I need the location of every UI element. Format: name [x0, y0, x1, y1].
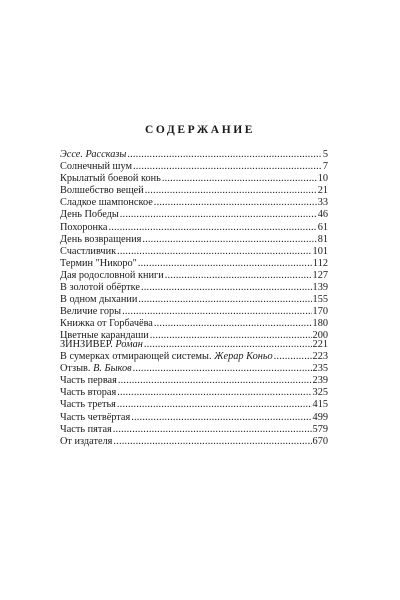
toc-page-number: 235 [312, 363, 328, 375]
toc-entry [60, 222, 328, 234]
toc-entry-title: Часть пятая [60, 423, 112, 435]
toc-page-number: 499 [312, 411, 328, 423]
toc-entry-title: День возвращения [60, 233, 142, 245]
toc-page-number: 239 [312, 375, 328, 387]
toc-page-number: 127 [312, 269, 328, 281]
toc-entry-title: Дая родословной книги [60, 269, 164, 281]
toc-entry-title: В сумерках отмирающей системы. Жерар Коньо [60, 351, 273, 363]
toc-leader-dots [133, 161, 322, 173]
toc-entry-title: Крылатый боевой конь [60, 173, 161, 185]
toc-leader-dots [108, 222, 316, 234]
toc-page-number: 21 [317, 185, 328, 197]
toc-entry [60, 351, 328, 363]
toc-entry [60, 399, 328, 411]
toc-leader-dots [165, 270, 312, 282]
toc-page-number: 325 [312, 387, 328, 399]
toc-leader-dots [138, 294, 311, 306]
toc-leader-dots [142, 234, 316, 246]
toc-page-number: 415 [312, 399, 328, 411]
toc-entry-title: Часть первая [60, 375, 117, 387]
toc-entry-title: ЗИНЗИВЕР. Роман [60, 339, 143, 350]
toc-leader-dots [144, 339, 312, 351]
toc-leader-dots [145, 185, 317, 197]
toc-entry [60, 246, 328, 258]
toc-entry [60, 424, 328, 436]
toc-entry-title: Эссе. Рассказы [60, 149, 127, 160]
toc-entry [60, 270, 328, 282]
toc-leader-dots [122, 306, 311, 318]
toc-entry [60, 363, 328, 375]
toc-leader-dots [113, 436, 311, 448]
toc-leader-dots [127, 149, 321, 161]
toc-entry [60, 412, 328, 424]
toc-page-number: 5 [322, 149, 328, 160]
toc-page-number: 200 [312, 330, 328, 342]
toc-leader-dots [113, 424, 312, 436]
toc-entry [60, 209, 328, 221]
toc-page-number: 139 [312, 282, 328, 294]
toc-leader-dots [118, 375, 312, 387]
toc-page-number: 33 [317, 197, 328, 209]
toc-entry-title: Счастливчик [60, 245, 117, 257]
toc-entry [60, 436, 328, 448]
toc-entry-title: В золотой обёртке [60, 282, 140, 294]
toc-entry [60, 387, 328, 399]
toc-entry [60, 375, 328, 387]
toc-leader-dots [138, 258, 312, 270]
toc-entry-title: День Победы [60, 209, 119, 221]
toc-leader-dots [117, 399, 312, 411]
toc-entry-title: Похоронка [60, 221, 108, 233]
toc-page-number: 579 [312, 423, 328, 435]
toc-page-number: 7 [322, 161, 328, 173]
toc-leader-dots [154, 318, 312, 330]
toc-entry [60, 339, 328, 351]
toc-leader-dots [133, 363, 312, 375]
toc-entry-title: Цветные карандаши [60, 330, 149, 342]
toc-leader-dots [117, 246, 311, 258]
toc-entry [60, 306, 328, 318]
toc-entry [60, 294, 328, 306]
toc-entry-title: В одном дыхании [60, 294, 138, 306]
toc-entry [60, 258, 328, 270]
toc-page-number: 155 [312, 294, 328, 306]
toc-entry-title: Волшебство вещей [60, 185, 144, 197]
toc-leader-dots [131, 412, 311, 424]
toc-entry-title: Величие горы [60, 306, 122, 318]
toc-leader-dots [274, 351, 312, 363]
toc-page-number: 61 [317, 221, 328, 233]
toc-entry [60, 318, 328, 330]
toc-page-number: 180 [312, 318, 328, 330]
toc-page-number: 101 [312, 245, 328, 257]
toc-section-essays [60, 149, 328, 343]
toc-entry-title: Часть четвёртая [60, 411, 131, 423]
toc-entry [60, 185, 328, 197]
toc-page-number: 10 [317, 173, 328, 185]
page-title: СОДЕРЖАНИЕ [144, 124, 256, 136]
toc-page-number: 223 [312, 351, 328, 363]
toc-entry [60, 173, 328, 185]
toc-page-number: 670 [312, 435, 328, 447]
toc-entry-title: Книжка от Горбачёва [60, 318, 153, 330]
toc-entry-title: Сладкое шампонское [60, 197, 153, 209]
toc-section-novel [60, 339, 328, 448]
toc-leader-dots [154, 197, 317, 209]
toc-entry [60, 161, 328, 173]
toc-entry [60, 197, 328, 209]
toc-leader-dots [141, 282, 312, 294]
toc-page-number: 112 [312, 257, 328, 269]
toc-entry [60, 149, 328, 161]
toc-page-number: 221 [312, 339, 328, 350]
toc-leader-dots [117, 387, 311, 399]
toc-entry [60, 282, 328, 294]
toc-entry-title: Солнечный шум [60, 161, 132, 173]
toc-entry-title: От издателя [60, 435, 113, 447]
toc-leader-dots [162, 173, 317, 185]
toc-page-number: 46 [317, 209, 328, 221]
toc-entry-title: Часть третья [60, 399, 116, 411]
toc-entry-title: Отзыв. В. Быков [60, 363, 132, 375]
toc-page-number: 81 [317, 233, 328, 245]
toc-leader-dots [120, 209, 317, 221]
toc-entry-title: Термин "Никоро" [60, 257, 137, 269]
toc-page-number: 170 [312, 306, 328, 318]
toc-entry [60, 234, 328, 246]
toc-entry-title: Часть вторая [60, 387, 117, 399]
